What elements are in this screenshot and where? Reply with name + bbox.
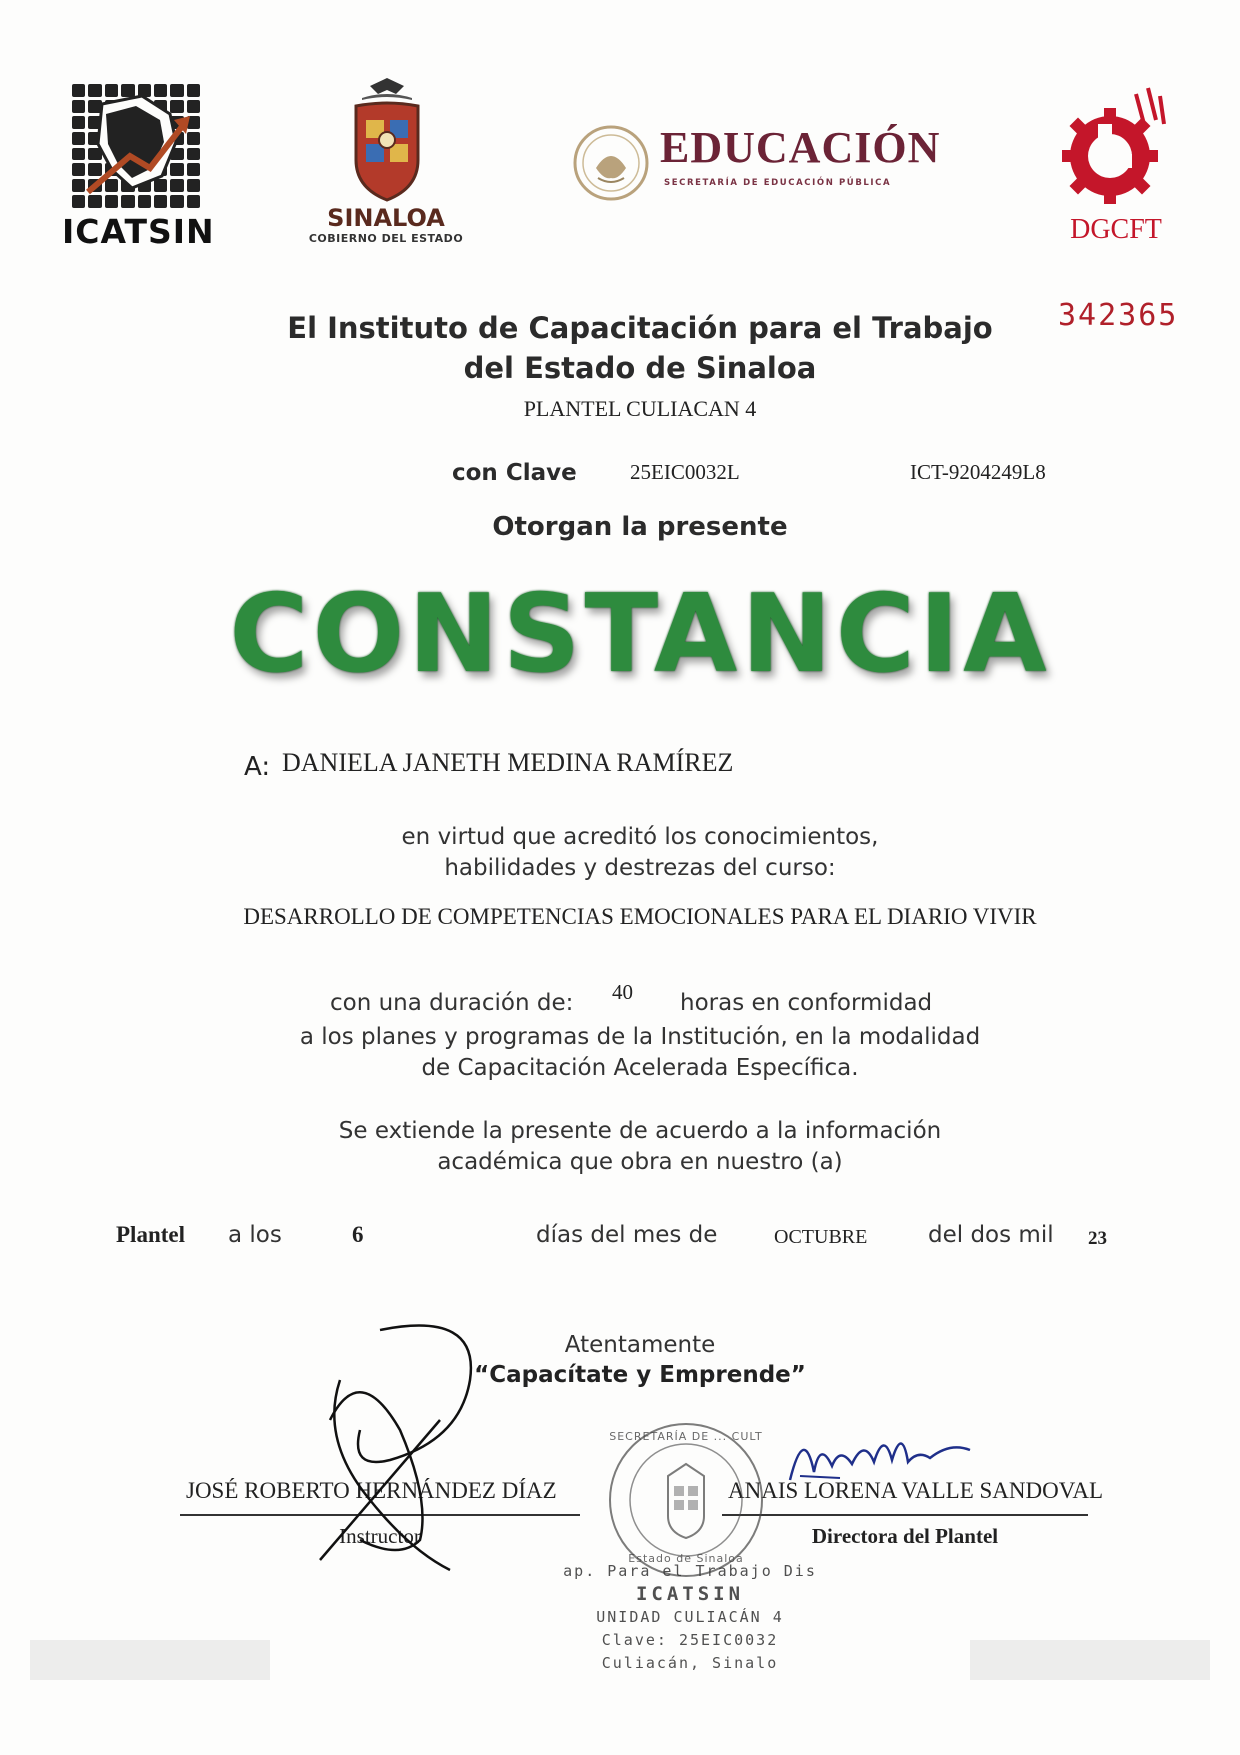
institution-title-line-1: El Instituto de Capacitación para el Trabajo	[287, 311, 993, 345]
stamp-line-1: ap. Para el Trabajo Dis	[563, 1562, 817, 1580]
atentamente-text: Atentamente	[564, 1332, 716, 1358]
duracion-prefix: con una duración de:	[330, 990, 574, 1016]
motto-text: “Capacítate y Emprende”	[474, 1362, 806, 1388]
instructor-name: JOSÉ ROBERTO HERNÁNDEZ DÍAZ	[186, 1478, 557, 1503]
director-signature-line	[722, 1514, 1088, 1516]
stamp-ring-top: SECRETARÍA DE ... CULT	[609, 1430, 763, 1443]
modalidad-line: de Capacitación Acelerada Específica.	[421, 1055, 859, 1081]
extiende-line-2: académica que obra en nuestro (a)	[437, 1149, 843, 1175]
date-plantel-label: Plantel	[116, 1222, 185, 1247]
icatsin-map-arrow-icon	[72, 84, 200, 208]
recipient-label: A:	[244, 752, 271, 782]
extiende-paragraph	[190, 1116, 1090, 1178]
date-year: 23	[1088, 1228, 1107, 1249]
virtud-line-2: habilidades y destrezas del curso:	[444, 855, 836, 881]
director-role: Directora del Plantel	[811, 1524, 999, 1548]
recipient-name: DANIELA JANETH MEDINA RAMÍREZ	[282, 748, 734, 777]
educacion-logo-text: EDUCACIÓN	[660, 123, 941, 172]
duracion-suffix: horas en conformidad	[680, 990, 933, 1016]
sep-logo-subtext: SECRETARÍA DE EDUCACIÓN PÚBLICA	[664, 178, 892, 188]
icatsin-logo-text: ICATSIN	[62, 212, 215, 251]
director-name: ANAIS LORENA VALLE SANDOVAL	[728, 1478, 1104, 1503]
stamp-line-3: UNIDAD CULIACÁN 4	[596, 1608, 784, 1626]
date-year-label: del dos mil	[928, 1222, 1054, 1248]
institution-title-line-2: del Estado de Sinaloa	[463, 351, 817, 385]
rfc-value: ICT-9204249L8	[910, 460, 1046, 484]
stamp-line-2: ICATSIN	[635, 1583, 745, 1605]
date-month: OCTUBRE	[774, 1226, 868, 1248]
sinaloa-coat-of-arms-icon	[342, 76, 432, 206]
otorgan-text: Otorgan la presente	[492, 512, 788, 542]
course-hours: 40	[612, 980, 633, 1004]
mexico-seal-icon	[572, 124, 650, 202]
certificate-title: CONSTANCIA	[229, 572, 1051, 697]
stamp-ring-bottom: Estado de Sinaloa	[628, 1552, 744, 1565]
instructor-role: Instructor	[339, 1524, 421, 1548]
date-day: 6	[352, 1222, 364, 1247]
sinaloa-logo-text: SINALOA	[327, 204, 445, 232]
modalidad-paragraph	[190, 1022, 1090, 1084]
instructor-signature-line	[180, 1514, 580, 1516]
stamp-line-4: Clave: 25EIC0032	[601, 1631, 779, 1649]
date-a-los: a los	[228, 1222, 282, 1248]
stamp-line-5: Culiacán, Sinalo	[601, 1654, 779, 1672]
folio-number: 342365	[1058, 298, 1179, 333]
plantel-name: PLANTEL CULIACAN 4	[523, 396, 757, 421]
clave-label: con Clave	[452, 460, 577, 486]
dgcft-gear-icon	[1052, 84, 1176, 212]
sinaloa-logo-subtext: COBIERNO DEL ESTADO	[308, 232, 464, 245]
institution-title	[190, 308, 1090, 388]
virtud-line-1: en virtud que acreditó los conocimientos,	[401, 824, 879, 850]
course-name: DESARROLLO DE COMPETENCIAS EMOCIONALES PARA EL DIARIO VIVIR	[243, 904, 1037, 929]
clave-value: 25EIC0032L	[630, 460, 740, 484]
faint-watermark-band-icon	[30, 1630, 1210, 1690]
dgcft-logo-text: DGCFT	[1070, 214, 1162, 245]
planes-line: a los planes y programas de la Institución, en la modalidad	[299, 1024, 981, 1050]
extiende-line-1: Se extiende la presente de acuerdo a la información	[338, 1118, 942, 1144]
virtud-paragraph	[190, 822, 1090, 884]
date-dias-label: días del mes de	[536, 1222, 718, 1248]
